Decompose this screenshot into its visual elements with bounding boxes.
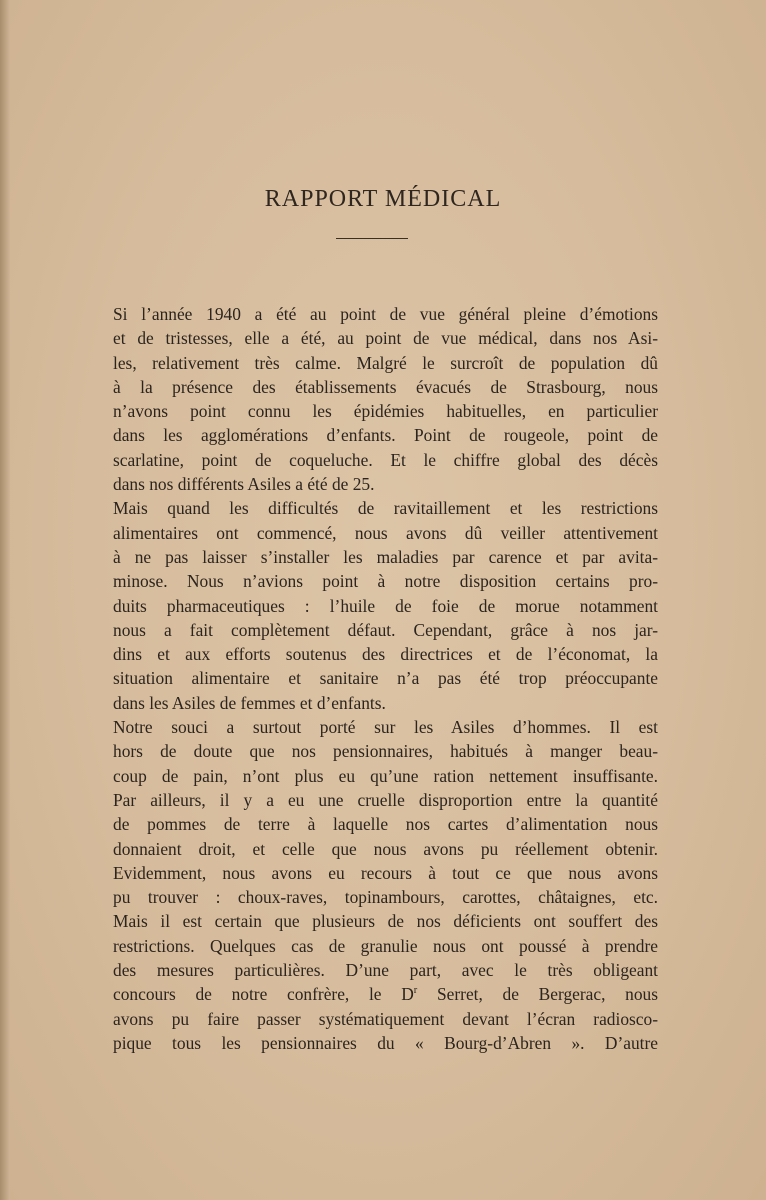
text-line: alimentaires ont commencé, nous avons dû veiller attentivement (113, 522, 658, 543)
text-line: situation alimentaire et sanitaire n’a pas été trop préoccupante (113, 668, 658, 689)
text-line: restrictions. Quelques cas de granulie nous ont poussé à prendre (113, 935, 658, 956)
text-line: dans les agglomérations d’enfants. Point de rougeole, point de (113, 425, 658, 446)
text-line: Mais quand les difficultés de ravitaillement et les restrictions (113, 498, 658, 519)
text-line: de pommes de terre à laquelle nos cartes d’alimentation nous (113, 814, 658, 835)
title-rule (336, 238, 408, 239)
text-line: à la présence des établissements évacués de Strasbourg, nous (113, 376, 658, 397)
text-line: concours de notre confrère, le $D^r$ Serret, de Bergerac, nous (113, 984, 658, 1005)
text-line: minose. Nous n’avions point à notre disposition certains pro- (113, 571, 658, 592)
text-line: pique tous les pensionnaires du « Bourg-d’Abren ». D’autre (113, 1032, 658, 1053)
text-line: Si l’année 1940 a été au point de vue général pleine d’émotions (113, 304, 658, 324)
text-line: donnaient droit, et celle que nous avons pu réellement obtenir. (113, 838, 658, 859)
text-line: à ne pas laisser s’installer les maladies par carence et par avita- (113, 546, 658, 567)
text-line: pu trouver : choux-raves, topinambours, carottes, châtaignes, etc. (113, 887, 658, 908)
text-line: coup de pain, n’ont plus eu qu’une ration nettement insuffisante. (113, 765, 658, 786)
text-line: les, relativement très calme. Malgré le surcroît de population dû (113, 352, 658, 373)
text-line: dins et aux efforts soutenus des directrices et de l’économat, la (113, 644, 658, 665)
text-line: dans nos différents Asiles a été de 25. (113, 474, 375, 495)
text-line: et de tristesses, elle a été, au point de vue médical, dans nos Asi- (113, 328, 658, 349)
page-title: RAPPORT MÉDICAL (264, 186, 502, 212)
text-line: avons pu faire passer systématiquement devant l’écran radiosco- (113, 1008, 658, 1029)
text-line: nous a fait complètement défaut. Cependant, grâce à nos jar- (113, 619, 658, 640)
text-line: hors de doute que nos pensionnaires, habitués à manger beau- (113, 741, 658, 762)
text-line: n’avons point connu les épidémies habituelles, en particulier (113, 401, 658, 422)
text-line: des mesures particulières. D’une part, avec le très obligeant (113, 960, 658, 981)
page-binding-edge (0, 0, 10, 1200)
text-line: Evidemment, nous avons eu recours à tout ce que nous avons (113, 862, 658, 883)
text-line: Notre souci a surtout porté sur les Asiles d’hommes. Il est (113, 717, 658, 738)
text-line: Par ailleurs, il y a eu une cruelle disproportion entre la quantité (113, 789, 658, 810)
text-line: Mais il est certain que plusieurs de nos déficients ont souffert des (113, 911, 658, 932)
text-line: dans les Asiles de femmes et d’enfants. (113, 692, 386, 713)
text-line: duits pharmaceutiques : l’huile de foie de morue notamment (113, 595, 658, 616)
text-line: scarlatine, point de coqueluche. Et le chiffre global des décès (113, 449, 658, 470)
report-body (113, 302, 658, 1055)
